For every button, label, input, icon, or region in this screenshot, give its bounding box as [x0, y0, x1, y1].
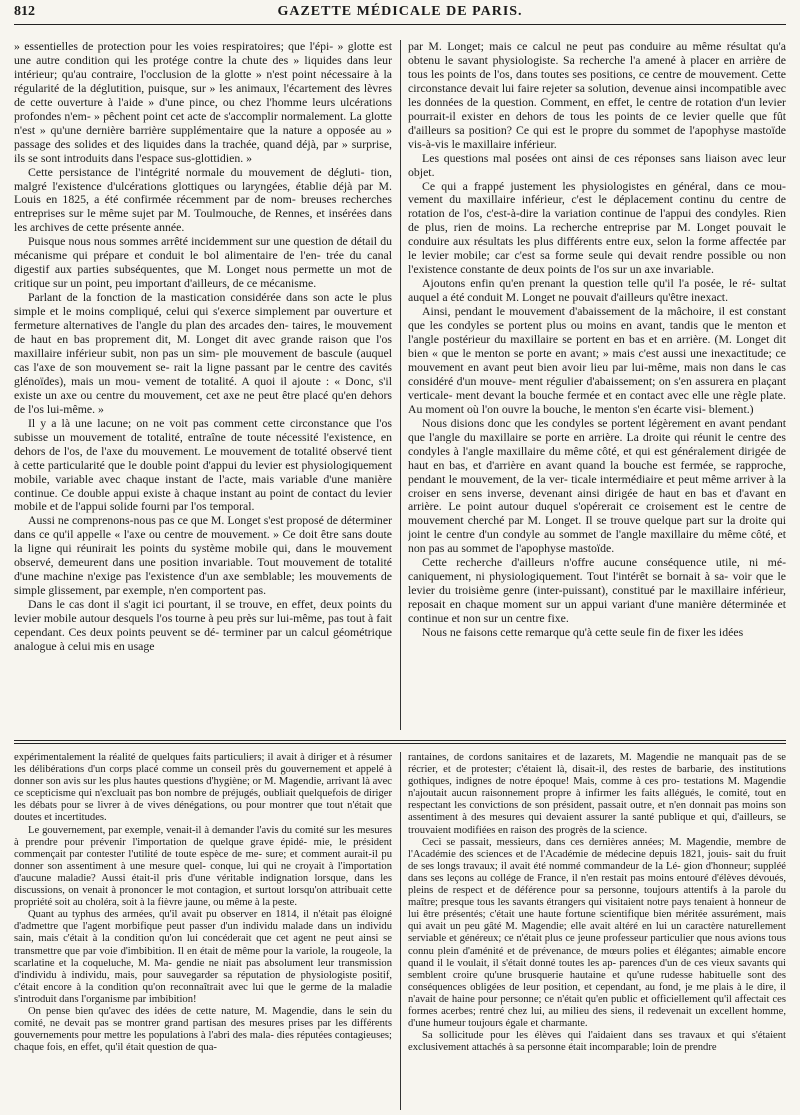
paragraph: Il y a là une lacune; on ne voit pas comment cette circonstance que l'os subisse un mouvement de totalité, entraîne de toute nécessité l'existence, en dehors de l'os, de l'axe du mouvement. Le mouvement de totalité observé tient à cette particularité que le double point d'appui du levier est physiologiquement mobile, variable avec chaque instant de l'acte, mais variable d'une manière continue. Ce double appui existe à chaque instant au point de contact du levier mobile et de l'appui solide fourni par l'os temporal.: [14, 415, 392, 514]
feuilleton-column-right: [408, 752, 786, 1110]
column-divider: [400, 40, 401, 730]
paragraph: rantaines, de cordons sanitaires et de lazarets, M. Magendie ne manquait pas de se récrier, et de protester; c'étaient là, disait-il, des restes de barbarie, des institutions gothiques, indignes de notre époque! Mais, comme à ces pro- testations M. Magendie n'ajoutait aucun raisonnement propre à infirmer les faits allégués, le comité, tout en respectant les convictions de son président, passait outre, et n'en donnait pas moins son assentiment à des mesures qui devaient assurer la santé publique et qui, d'ailleurs, se trouvaient modifiées en raison des progrès de la science.: [408, 752, 786, 836]
paragraph: Ajoutons enfin qu'en prenant la question telle qu'il l'a posée, le ré- sultat auquel a été conduit M. Longet ne pouvait d'ailleurs qu'être inexact.: [408, 276, 786, 305]
paragraph: Puisque nous nous sommes arrêté incidemment sur une question de détail du mécanisme qui prépare et conduit le bol alimentaire de l'en- trée du canal digestif aux parties subséquentes, que M. Longet nous permette un mot de critique sur un point, peu important d'ailleurs, de ce mécanisme.: [14, 234, 392, 291]
feuilleton-column-left: [14, 752, 392, 1110]
paragraph: par M. Longet; mais ce calcul ne peut pas conduire au même résultat qu'a obtenu le savant physiologiste. Sa recherche l'a amené à placer en arrière de tous les points de l'os, dans toutes ses positions, ce centre de mouvement. Cette circonstance devait lui faire rejeter sa solution, devenue ainsi incompatible avec les données de la question. Comment, en effet, le centre de rotation d'un levier pourrait-il exister en dehors de tous les points de ce levier quelle que fût d'ailleurs sa position? Ce qui est le propre du sommet de l'apophyse mastoïde vis-à-vis le maxillaire inférieur.: [408, 40, 786, 151]
paragraph: Ce qui a frappé justement les physiologistes en général, dans ce mou- vement du maxillaire inférieur, c'est le déplacement continu du centre de rotation de l'os, c'est-à-dire la variation continue de l'appui des condyles. Rien de plus, rien de moins. La recherche entreprise par M. Longet pouvait le conduire aux résultats les plus différents entre eux, selon la forme affectée par le levier mobile; car c'est sa forme seule qui devait rendre possible ou non l'existence constante de deux points de l'os sur un axe invariable.: [408, 178, 786, 277]
paragraph: On pense bien qu'avec des idées de cette nature, M. Magendie, dans le sein du comité, ne devait pas se montrer grand partisan des mesures prises par les différents gouvernements pour mettre les populations à l'abri des mala- dies réputées contagieuses; chaque fois, en effet, qu'il était question de qua-: [14, 1005, 392, 1054]
paragraph: Nous ne faisons cette remarque qu'à cette seule fin de fixer les idées: [422, 625, 744, 640]
paragraph: Parlant de la fonction de la mastication considérée dans son acte le plus simple et le moins compliqué, celui qui s'exerce simplement par ouverture et fermeture alternatives de l'angle du plan des arcades den- taires, le mouvement de haut en bas proprement dit, M. Longet dit avec grande raison que l'os maxillaire inférieur subit, non pas un sim- ple mouvement de bascule (auquel cas l'axe de son mouvement se- rait la ligne passant par le centre des cavités glénoïdes), mais un mou- vement de totalité. A quoi il ajoute : « Donc, s'il existe un axe ou centre du mouvement, cet axe ne peut être placé qu'en dehors de l'os lui-même. »: [14, 290, 392, 416]
page-header: [14, 4, 786, 22]
paragraph: Ceci se passait, messieurs, dans ces dernières années; M. Magendie, membre de l'Académie des sciences et de l'Académie de médecine depuis 1821, jouis- sait du fruit de ses longs travaux; il avait été nommé commandeur de la Lé- gion d'honneur; suppléé dans ses leçons au collége de France, il n'en restait pas moins entouré d'élèves dévoués, pleins de respect et de déférence pour sa personne, toujours attentifs à la parole du maître; presque tous les savants étrangers qui visitaient notre pays tenaient à honneur de lui être présentés; c'était une haute fortune scientifique bien méritée assurément, mais qui avait un peu gâté M. Magendie; elle avait altéré en lui un caractère naturellement serviable et généreux; ce n'était plus ce jeune professeur particulier que nous avions tous connu plein d'aménité et de prévenance, de mœurs polies et élégantes; aimable encore quand il le voulait, il s'était donné toutes les ap- parences d'un de ces vieux savants qui semblent croire qu'une brusquerie hautaine et qu'une rudesse habituelle sont des conséquences obligées de leur position, et cependant, au fond, je me plais à le dire, il n'avait de haine pour personne; ce n'était qu'en public et officiellement qu'il affectait ces formes acerbes; rentré chez lui, au milieu des siens, il redevenait un excellent homme, d'une humeur toujours égale et charmante.: [408, 836, 786, 1030]
paragraph: Cette persistance de l'intégrité normale du mouvement de dégluti- tion, malgré l'existence d'ulcérations glottiques ou laryngées, établie déjà par M. Louis en 1825, a été confirmée récemment par de nom- breuses recherches entreprises sur le même sujet par M. Toulmouche, de Rennes, et insérées dans les archives de cette présente année.: [14, 164, 392, 235]
section-rule: [14, 743, 786, 744]
article-column-right: [408, 40, 786, 730]
paragraph: Nous disions donc que les condyles se portent légèrement en avant pendant que l'angle du maxillaire se porte en arrière. La droite qui réunit le centre des condyles à l'angle maxillaire du même côté, et qui est généralement dirigée de haut en bas, et d'arrière en avant quand la bouche est fermée, se rapproche, pendant le mouvement, de la ver- ticale intermédiaire et peut même arriver à la croiser en sens inverse, devenant ainsi dirigée de haut en bas et d'avant en arrière. Le point autour duquel s'opérerait ce croisement est le centre de mouvement cherché par M. Longet. Il se trouve quelque part sur la droite qui joint le centre d'un condyle au sommet de l'angle maxillaire du même côté, et non pas au sommet de l'apophyse mastoïde.: [408, 415, 786, 556]
section-rule: [14, 740, 786, 741]
paragraph: Aussi ne comprenons-nous pas ce que M. Longet s'est proposé de déterminer dans ce qu'il appelle « l'axe ou centre de mouvement. » Ce doit être sans doute la ligne qui réunirait les points du système mobile qui, dans le mouvement observé, demeurent dans une position invariable. Tout mouvement de totalité d'une machine n'exige pas l'existence d'un axe semblable; les mouvements de simple glissement, par exemple, n'en comportent pas.: [14, 513, 392, 598]
paragraph: » essentielles de protection pour les voies respiratoires; que l'épi- » glotte est une autre condition qui les protége contre la chute des » liquides dans leur intérieur; qu'au contraire, l'occlusion de la glotte » n'est point nécessaire à la régularité de la déglutition, puisque, sur » les animaux, l'écartement des lèvres de cette ouverture à l'aide » d'une pince, ou chez l'homme leurs ulcérations profondes n'em- » pêchent point cet acte de s'accomplir normalement. La glotte n'est » qu'une dernière barrière supplémentaire que la nature a opposée au » passage des solides et des liquides dans la trachée, quand déjà, par » surprise, ils se sont introduits dans l'espace sus-glottidien. »: [14, 40, 392, 165]
article-column-left: [14, 40, 392, 730]
paragraph: Dans le cas dont il s'agit ici pourtant, il se trouve, en effet, deux points du levier mobile autour desquels l'os tourne à peu près sur lui-même, pas tout à fait cependant. Ces deux points peuvent se dé- terminer par un calcul géométrique analogue à celui mis en usage: [14, 597, 392, 653]
journal-title: GAZETTE MÉDICALE DE PARIS.: [277, 4, 523, 19]
paragraph: Les questions mal posées ont ainsi de ces réponses sans liaison avec leur objet.: [408, 150, 786, 179]
paragraph: Le gouvernement, par exemple, venait-il à demander l'avis du comité sur les mesures à prendre pour prévenir l'importation de quelque grave épidé- mie, le président commençait par contester l'utilité de toute espèce de me- sure; et comment aurait-il pu donner son assentiment à une mesure quel- conque, lui qui ne croyait à l'importation d'aucune maladie? Aussi était-il pris d'une véritable indignation lorsque, dans les discussions, on venait à prononcer le mot contagion, et surtout lorsqu'on attribuait cette propriété soit au choléra, soit à la fièvre jaune, ou même à la peste.: [14, 824, 392, 909]
column-divider: [400, 752, 401, 1110]
paragraph: Quant au typhus des armées, qu'il avait pu observer en 1814, il n'était pas éloigné d'admettre que l'agent morbifique peut passer d'un individu malade dans un individu sain, mais c'était à la condition qu'on lui concéderait que cet agent ne peut ainsi se transmettre que par voie d'imbibition. Il en était de même pour la variole, la rougeole, la scarlatine et la coqueluche, M. Ma- gendie ne niait pas absolument leur transmission d'individu à individu, mais, pour sauvegarder sa réputation de physiologiste positif, c'était encore à la condition qu'on reconnaîtrait avec lui que le germe de la maladie s'introduit dans l'organisme par imbibition!: [14, 909, 392, 1005]
paragraph: expérimentalement la réalité de quelques faits particuliers; il avait à diriger et à résumer les délibérations d'un corps placé comme un conseil près du gouvernement et appelé à donner son avis sur les plus hautes questions d'hygiène; or M. Magendie, arrivant là avec ce scepticisme qui n'excluait pas bon nombre de préjugés, oubliait quelquefois de diriger les débats pour se livrer à de vives dénégations, ou pour montrer que tout n'était que doutes et incertitudes.: [14, 752, 392, 824]
paragraph: Ainsi, pendant le mouvement d'abaissement de la mâchoire, il est constant que les condyles se portent plus ou moins en avant, tandis que le menton et l'angle postérieur du maxillaire se portent en bas et en arrière. (M. Longet dit bien « que le menton se porte en avant; » mais c'est aussi une inexactitude; ce mouvement en avant peut bien avoir lieu par lui-même, mais non dans le cas considéré d'un mouve- ment régulier d'abaissement; on s'en assurera en plaçant verticale- ment devant la bouche fermée et en contact avec elle une règle plate. Au moment où l'on ouvre la bouche, le menton s'en écarte visi- blement.): [408, 304, 786, 416]
paragraph: Sa sollicitude pour les élèves qui l'aidaient dans ses travaux et qui s'étaient exclusivement attachés à sa personne était incomparable; loin de prendre: [408, 1030, 786, 1054]
paragraph: Cette recherche d'ailleurs n'offre aucune conséquence utile, ni mé- caniquement, ni physiologiquement. Tout l'intérêt se bornait à sa- voir que le levier du troisième genre (inter-puissant), constitué par le maxillaire inférieur, reposait en chaque moment sur un appui variant d'une manière déterminée et continue et non sur un centre fixe.: [408, 555, 786, 626]
page-number: 812: [14, 4, 35, 19]
header-rule: [14, 24, 786, 25]
